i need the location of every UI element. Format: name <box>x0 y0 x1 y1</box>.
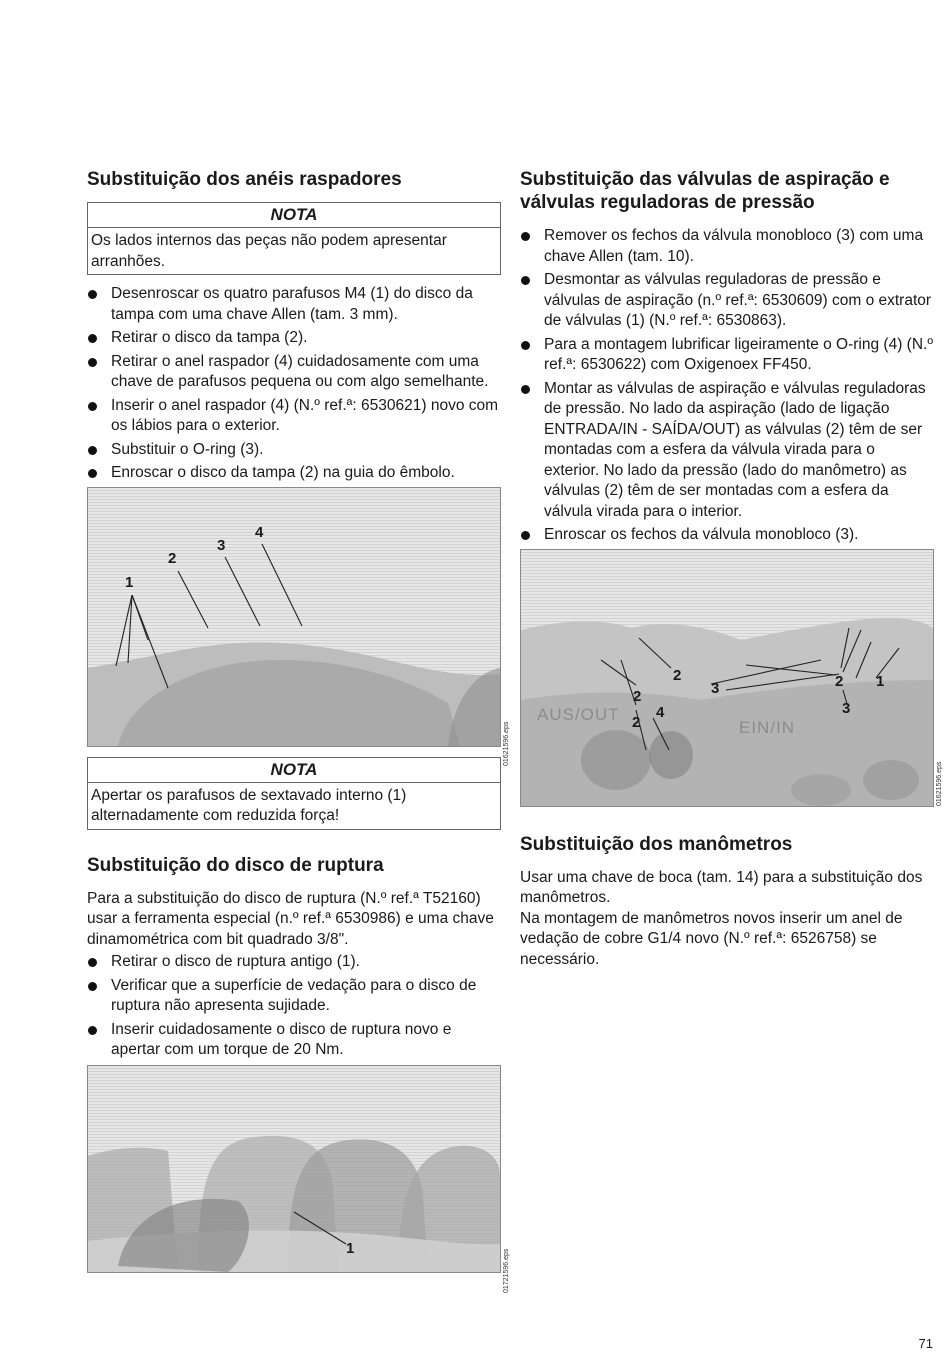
callout-4: 4 <box>656 703 665 721</box>
valves-heading: Substituição das válvulas de aspiração e válvulas reguladoras de pressão <box>520 169 890 213</box>
step-text: Retirar o disco da tampa (2). <box>111 329 308 346</box>
note-text: Apertar os parafusos de sextavado interno (1) alternadamente com reduzida força! <box>91 786 407 824</box>
list-item <box>87 976 501 1017</box>
step-text: Enroscar os fechos da válvula monobloco (3). <box>544 526 859 543</box>
step-text: Enroscar o disco da tampa (2) na guia do êmbolo. <box>111 464 455 481</box>
callout-2: 2 <box>673 666 682 684</box>
callout-3: 3 <box>842 699 851 717</box>
callout-1: 1 <box>346 1239 355 1257</box>
rupture-disc-heading: Substituição do disco de ruptura <box>87 854 384 876</box>
note-box-scratches <box>87 202 501 275</box>
callout-2: 2 <box>633 687 642 705</box>
step-text: Remover os fechos da válvula monobloco (3) com uma chave Allen (tam. 10). <box>544 227 924 265</box>
casting-label-in: EIN/IN <box>739 717 796 737</box>
step-text: Inserir cuidadosamente o disco de ruptura novo e apertar com um torque de 20 Nm. <box>111 1020 452 1058</box>
step-text: Retirar o anel raspador (4) cuidadosamente com uma chave de parafusos pequena ou com algo semelhante. <box>111 352 489 390</box>
step-text: Montar as válvulas de aspiração e válvulas reguladoras de pressão. No lado da aspiração (lado de ligação ENTRADA/IN - SAÍDA/OUT) as válvulas (2) têm de ser montadas com a esfera da válvula virada para o exterior. No lado da pressão (lado do manômetro) as válvulas (2) têm de ser montadas com a esfera da válvula virada para o interior. <box>544 379 926 520</box>
callout-2: 2 <box>168 549 177 567</box>
valve-block-illustration <box>521 550 933 806</box>
list-item <box>87 328 501 349</box>
note-title: NOTA <box>88 203 500 228</box>
bullet-icon <box>88 402 97 411</box>
bullet-icon <box>88 446 97 455</box>
callout-1: 1 <box>876 672 885 690</box>
step-text: Para a montagem lubrificar ligeiramente o O-ring (4) (N.º ref.ª: 6530622) com Oxigenoex FF450. <box>544 335 933 373</box>
gauges-paragraph: Na montagem de manômetros novos inserir um anel de vedação de cobre G1/4 novo (N.º ref.ª: 6526758) se necessário. <box>520 909 903 968</box>
scraper-ring-figure <box>87 487 501 747</box>
step-text: Desmontar as válvulas reguladoras de pressão e válvulas de aspiração (n.º ref.ª: 6530609) com o extrator de válvulas (1) (N.º ref.ª: 6530863). <box>544 271 932 329</box>
list-item <box>87 440 501 461</box>
note-text: Os lados internos das peças não podem apresentar arranhões. <box>91 232 447 270</box>
bullet-icon <box>88 358 97 367</box>
callout-2: 2 <box>632 713 641 731</box>
callout-3: 3 <box>217 536 226 554</box>
callout-1: 1 <box>125 573 134 591</box>
list-item <box>87 396 501 437</box>
gauges-heading: Substituição dos manômetros <box>520 833 793 855</box>
rupture-intro: Para a substituição do disco de ruptura (N.º ref.ª T52160) usar a ferramenta especial (n.º ref.ª 6530986) e uma chave dinamométrica com bit quadrado 3/8". <box>87 889 494 948</box>
bullet-icon <box>88 958 97 967</box>
rupture-steps-list <box>87 952 501 1061</box>
casting-label-out: AUS/OUT <box>537 704 620 724</box>
gauges-paragraph: Usar uma chave de boca (tam. 14) para a substituição dos manômetros. <box>520 868 923 906</box>
step-text: Retirar o disco de ruptura antigo (1). <box>111 953 360 970</box>
callout-4: 4 <box>255 523 264 541</box>
list-item <box>520 525 934 546</box>
bullet-icon <box>521 385 530 394</box>
rupture-disc-illustration <box>88 1066 500 1272</box>
step-text: Inserir o anel raspador (4) (N.º ref.ª: 6530621) novo com os lábios para o exterior. <box>111 396 499 434</box>
right-column <box>520 166 943 970</box>
valves-figure <box>520 549 934 807</box>
list-item <box>520 226 934 267</box>
rupture-disc-figure <box>87 1065 501 1273</box>
scraper-steps-list <box>87 284 501 484</box>
list-item <box>87 463 501 484</box>
figure-code: 01621596.eps <box>936 761 943 806</box>
list-item <box>520 379 934 523</box>
note-box-screws <box>87 757 501 830</box>
callout-3: 3 <box>711 679 720 697</box>
figure-code: 01621596.eps <box>503 721 510 766</box>
step-text: Verificar que a superfície de vedação para o disco de ruptura não apresenta sujidade. <box>111 976 477 1014</box>
step-text: Substituir o O-ring (3). <box>111 440 264 458</box>
valves-steps-list <box>520 226 934 546</box>
bullet-icon <box>521 276 530 285</box>
list-item <box>520 270 934 332</box>
bullet-icon <box>88 290 97 299</box>
page-number: 71 <box>918 1336 933 1351</box>
list-item <box>87 352 501 393</box>
list-item <box>87 1020 501 1061</box>
list-item <box>520 335 934 376</box>
list-item <box>87 284 501 325</box>
step-text: Desenroscar os quatro parafusos M4 (1) do disco da tampa com uma chave Allen (tam. 3 mm). <box>111 285 473 323</box>
bullet-icon <box>88 469 97 478</box>
figure-code: 01721596.eps <box>503 1248 510 1293</box>
left-column <box>87 166 510 1293</box>
list-item <box>87 952 501 973</box>
bullet-icon <box>88 982 97 991</box>
callout-2: 2 <box>835 672 844 690</box>
cover-disc-illustration <box>88 488 500 746</box>
scraper-rings-heading: Substituição dos anéis raspadores <box>87 169 402 190</box>
bullet-icon <box>88 334 97 343</box>
bullet-icon <box>521 531 530 540</box>
bullet-icon <box>521 232 530 241</box>
bullet-icon <box>521 341 530 350</box>
bullet-icon <box>88 1026 97 1035</box>
note-title: NOTA <box>88 758 500 783</box>
